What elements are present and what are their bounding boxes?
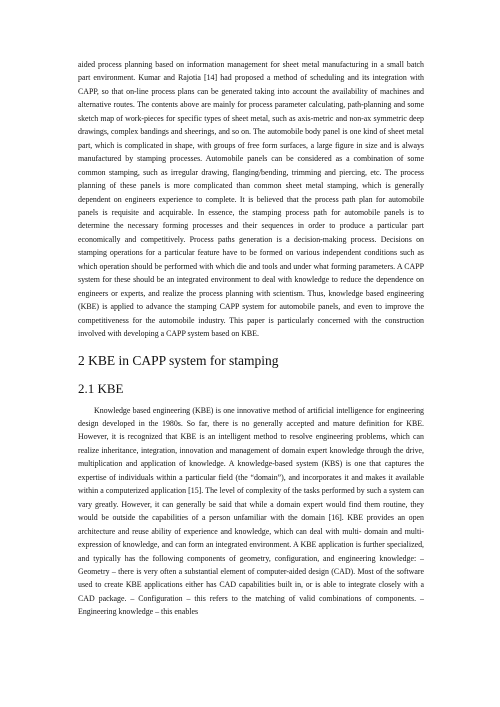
subsection-heading: 2.1 KBE: [78, 380, 124, 396]
paper-page: [78, 58, 424, 619]
body-paragraph-kbe: Knowledge based engineering (KBE) is one innovative method of artificial intelligence for engineering design developed in the 1980s. So far, there is no generally accepted and mature definition for KBE. However, it is recognized that KBE is an intelligent method to resolve engineering problems, which can realize inheritance, integration, innovation and management of domain expert knowledge through the drive, multiplication and application of knowledge. A knowledge-based system (KBS) is one that captures the expertise of individuals within a particular field (the “domain”), and incorporates it and makes it available within a computerized application [15]. The level of complexity of the tasks performed by such a system can vary greatly. However, it can generally be said that while a domain expert would find them routine, they would be outside the capabilities of a person unfamiliar with the domain [16]. KBE provides an open architecture and reuse ability of experience and knowledge, which can deal with multi- domain and multi-expression of knowledge, and can form an integrated environment. A KBE application is further specialized, and typically has the following components of geometry, configuration, and engineering knowledge: – Geometry – there is very often a substantial element of computer-aided design (CAD). Most of the software used to create KBE applications either has CAD capabilities built in, or is able to integrate closely with a CAD package. – Configuration – this refers to the matching of valid combinations of components. – Engineering knowledge – this enables: [78, 405, 424, 617]
body-paragraph-intro-continued: aided process planning based on information management for sheet metal manufacturing in a small batch part environment. Kumar and Rajotia [14] had proposed a method of scheduling and its integration with CAPP, so that on-line process plans can be generated taking into account the availability of machines and alternative routes. The contents above are mainly for process parameter calculating, path-planning and some sketch map of work-pieces for specific types of sheet metal, such as axis-metric and non-ax symmetric deep drawings, complex bandings and sheerings, and so on. The automobile body panel is one kind of sheet metal part, which is complicated in shape, with groups of free form surfaces, a large figure in size and is always manufactured by stamping processes. Automobile panels can be considered as a combination of some common stamping, such as irregular drawing, flanging/bending, trimming and piercing, etc. The process planning of these panels is more complicated than common sheet metal stamping, which is generally dependent on engineers experience to complete. It is believed that the process path plan for automobile panels is requisite and acquirable. In essence, the stamping process path for automobile panels is to determine the necessary forming processes and their sequences in order to produce a particular part economically and competitively. Process paths generation is a decision-making process. Decisions on stamping operations for a particular feature have to be formed on various independent conditions such as which operation should be performed with which die and tools and under what forming parameters. A CAPP system for these should be an integrated environment to deal with knowledge to reduce the dependence on engineers or experts, and realize the process planning with scientism. Thus, knowledge based engineering (KBE) is applied to advance the stamping CAPP system for automobile panels, and even to improve the competitiveness for the automobile industry. This paper is particularly concerned with the construction involved with developing a CAPP system based on KBE.: [78, 60, 424, 339]
section-heading: 2 KBE in CAPP system for stamping: [78, 352, 279, 368]
